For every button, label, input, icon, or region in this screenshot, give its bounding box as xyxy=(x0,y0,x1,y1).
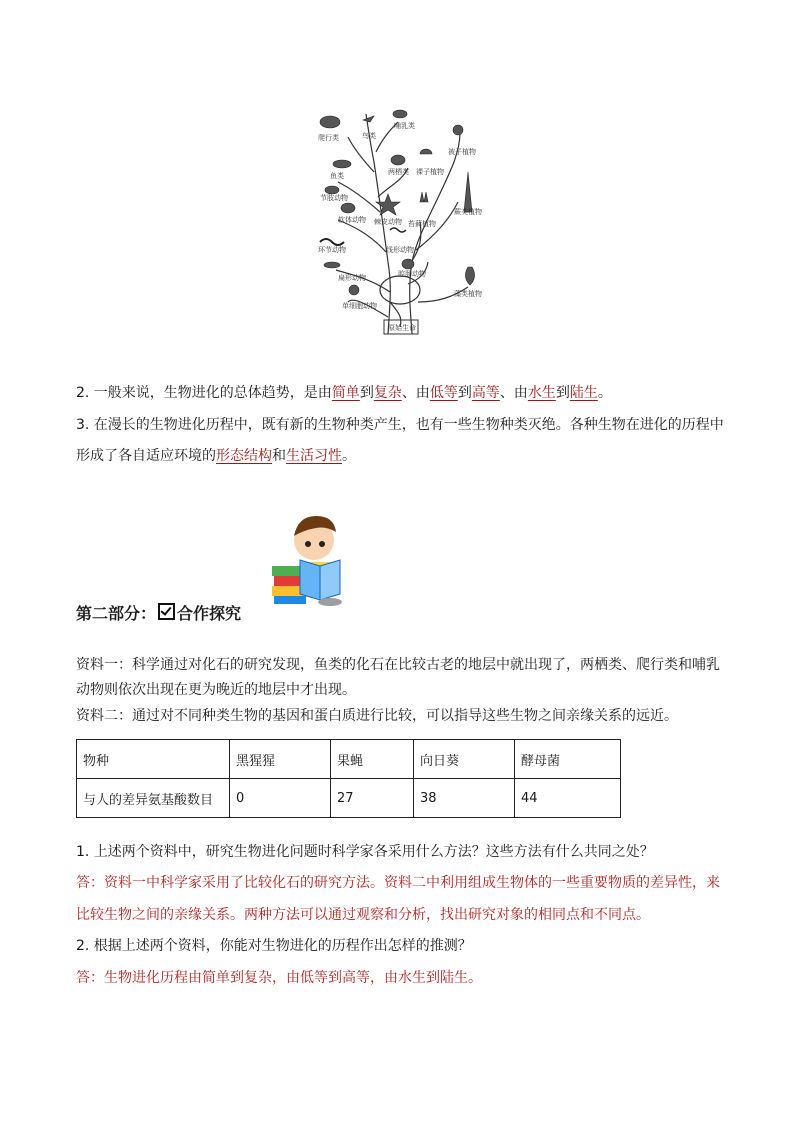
label-mosses: 苔藓植物 xyxy=(408,220,436,228)
label-coelenterates: 腔肠动物 xyxy=(398,270,426,278)
label-algae: 藻类植物 xyxy=(454,290,482,298)
label-flatworms: 扁形动物 xyxy=(338,274,366,282)
label-mammals: 哺乳类 xyxy=(394,122,415,130)
shell-icon xyxy=(341,203,355,213)
label-mollusks: 软体动物 xyxy=(338,216,366,224)
table-row xyxy=(77,779,621,818)
mushroom-icon xyxy=(420,149,432,154)
crab-icon xyxy=(325,186,339,194)
material-2-line-1: 资料二：通过对不同种类生物的基因和蛋白质进行比较，可以指导这些生物之间亲缘关系的远近。 xyxy=(76,708,678,724)
amoeba-icon xyxy=(349,285,359,295)
boy-reading-illustration xyxy=(270,514,350,606)
point-2: 2. 一般来说，生物进化的总体趋势，是由简单到复杂、由低等到高等、由水生到陆生。 xyxy=(76,385,612,401)
turtle-icon xyxy=(320,116,340,128)
label-origin: 原始生命 xyxy=(388,324,416,332)
label-reptiles: 爬行类 xyxy=(318,134,339,142)
label-ferns: 蕨类植物 xyxy=(454,208,482,216)
answer-2: 答：生物进化历程由简单到复杂，由低等到高等，由水生到陆生。 xyxy=(76,970,482,986)
bird-icon xyxy=(363,116,374,122)
flower-icon xyxy=(453,125,463,135)
question-1: 1. 上述两个资料中，研究生物进化问题时科学家各采用什么方法？这些方法有什么共同之处？ xyxy=(76,844,654,860)
table-cell: 果蝇 xyxy=(331,740,414,779)
answer-1-line-1: 答：资料一中科学家采用了比较化石的研究方法。资料二中利用组成生物体的一些重要物质的差异性，来 xyxy=(76,875,720,891)
table-cell: 27 xyxy=(331,779,414,818)
label-amphibians: 两栖类 xyxy=(388,168,409,176)
label-echinoderms: 棘皮动物 xyxy=(374,218,402,226)
label-annelids: 环节动物 xyxy=(318,246,346,254)
fern-icon xyxy=(464,172,472,212)
algae-icon xyxy=(465,267,474,285)
table-cell: 黑猩猩 xyxy=(230,740,331,779)
rabbit-icon xyxy=(393,110,407,118)
nematode-icon xyxy=(390,228,406,232)
answer-1-line-2: 比较生物之间的亲缘关系。两种方法可以通过观察和分析，找出研究对象的相同点和不同点。 xyxy=(76,907,650,923)
material-1-line-1: 资料一：科学通过对化石的研究发现，鱼类的化石在比较古老的地层中就出现了，两栖类、爬行类和哺乳 xyxy=(76,657,720,673)
label-birds: 鸟类 xyxy=(362,132,376,140)
table-cell: 44 xyxy=(515,779,621,818)
label-protozoa: 单细胞动物 xyxy=(342,302,377,310)
table-cell: 向日葵 xyxy=(414,740,515,779)
point-3-line-2: 形成了各自适应环境的形态结构和生活习性。 xyxy=(76,448,356,464)
table-cell: 物种 xyxy=(77,740,230,779)
evolution-tree-diagram xyxy=(308,102,498,342)
question-2: 2. 根据上述两个资料，你能对生物进化的历程作出怎样的推测？ xyxy=(76,938,472,954)
label-gymnosperms: 裸子植物 xyxy=(416,168,444,176)
worm-icon xyxy=(320,239,344,245)
moss-icon xyxy=(420,192,428,202)
point-3-line-1: 3. 在漫长的生物进化历程中，既有新的生物种类产生，也有一些生物种类灭绝。各种生物在进化的历程中 xyxy=(76,417,724,433)
table-cell: 与人的差异氨基酸数目 xyxy=(77,779,230,818)
table-cell: 38 xyxy=(414,779,515,818)
material-1-line-2: 动物则依次出现在更为晚近的地层中才出现。 xyxy=(76,682,356,698)
section-title: 第二部分： 合作探究 xyxy=(76,604,242,623)
flatworm-icon xyxy=(324,262,340,268)
label-nematodes: 线形动物 xyxy=(386,246,414,254)
amino-acid-table xyxy=(76,739,621,818)
label-fish: 鱼类 xyxy=(330,172,344,180)
frog-icon xyxy=(391,155,405,165)
table-cell: 酵母菌 xyxy=(515,740,621,779)
table-header-row xyxy=(77,740,621,779)
table-cell: 0 xyxy=(230,779,331,818)
checkbox-icon xyxy=(158,603,175,620)
label-arthropods: 节肢动物 xyxy=(320,194,348,202)
jellyfish-icon xyxy=(402,259,414,269)
fish-icon xyxy=(333,160,351,168)
label-angiosperms: 被子植物 xyxy=(448,148,476,156)
